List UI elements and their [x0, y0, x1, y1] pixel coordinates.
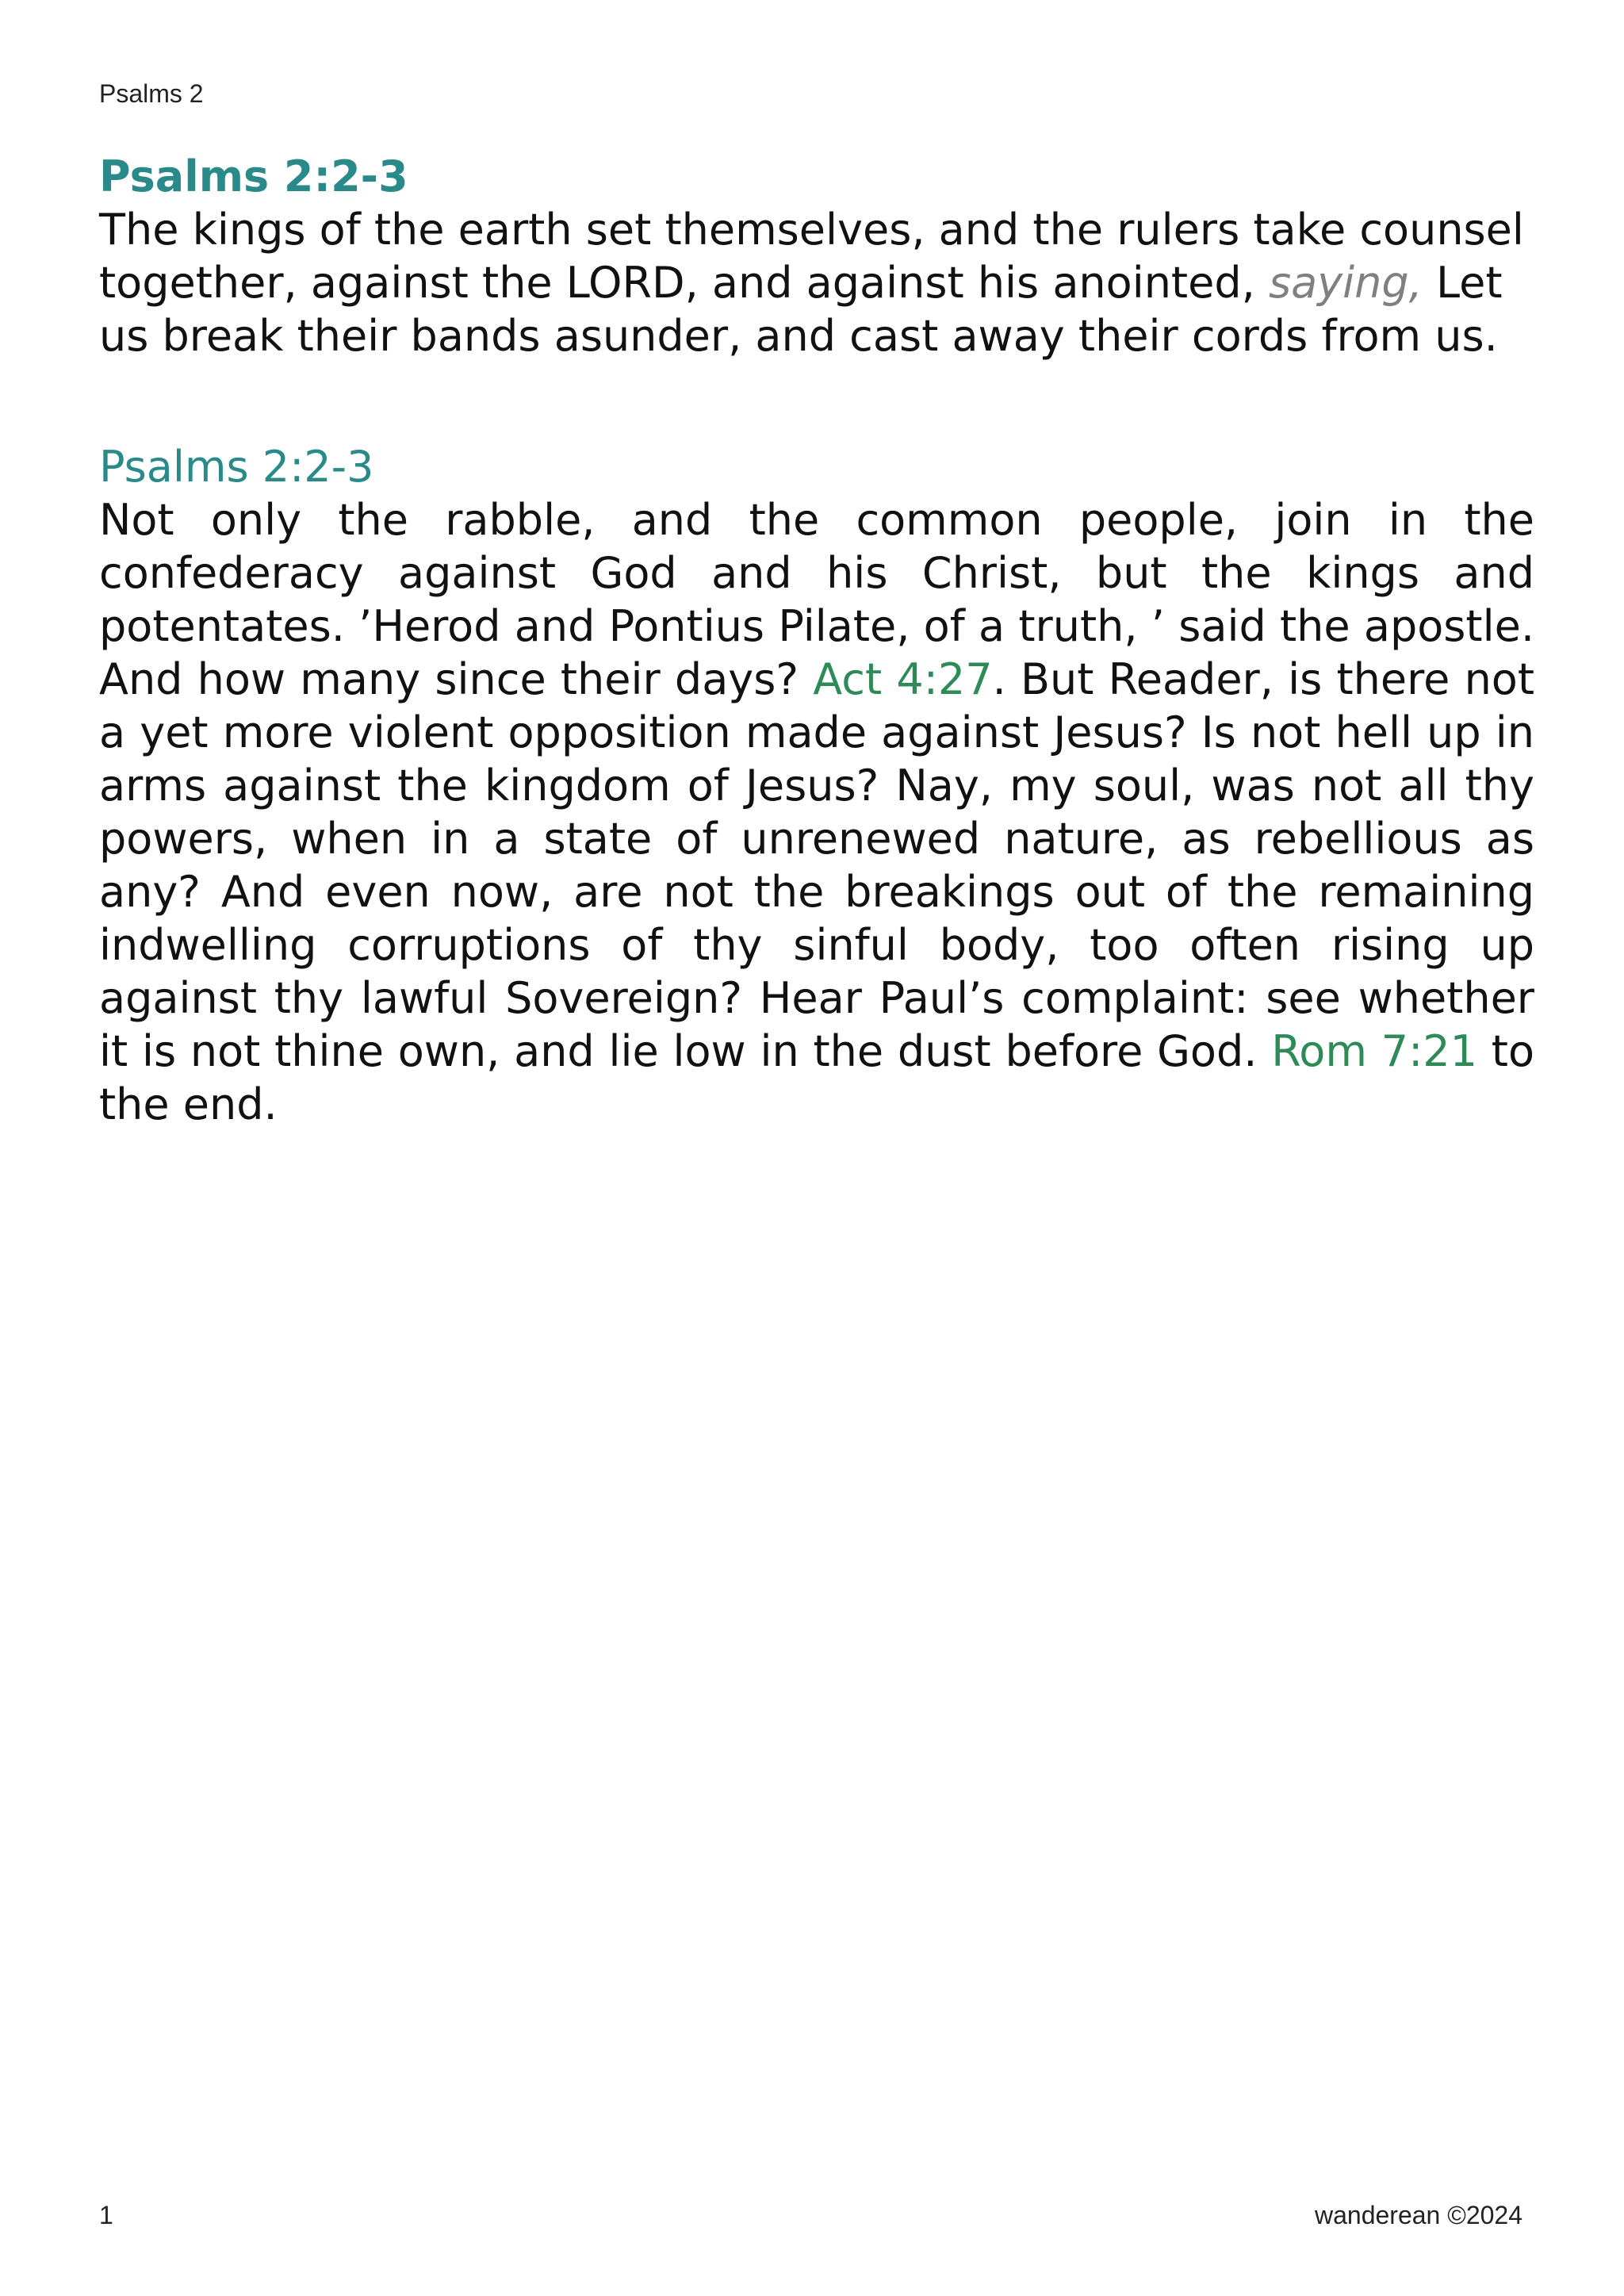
verse-text-after: Let us break their bands asunder, and cast away their cords from us. [99, 258, 1503, 361]
verse-reference-heading: Psalms 2:2-3 [99, 151, 408, 201]
running-title: Psalms 2 [99, 79, 204, 108]
cross-reference-link-act[interactable]: Act 4:27 [813, 654, 993, 704]
commentary-part-3: to the end. [99, 1026, 1534, 1129]
cross-reference-link-rom[interactable]: Rom 7:21 [1271, 1026, 1477, 1076]
page-content [99, 151, 1534, 1131]
commentary-part-2: . But Reader, is there not a yet more violent opposition made against Jesus? Is not hell up in arms against the kingdom of Jesus? Nay, my soul, was not all thy powers, when in a state of unrenewed nature, as rebellious as any? And even now, are not the breakings out of the remaining indwelling corruptions of thy sinful body, too often rising up against thy lawful Sovereign? Hear Paul’s complaint: see whether it is not thine own, and lie low in the dust before God. [99, 654, 1535, 1076]
page-number: 1 [99, 2201, 113, 2229]
verse-text [99, 203, 1534, 362]
commentary-reference-heading: Psalms 2:2-3 [99, 442, 374, 492]
verse-text-before: The kings of the earth set themselves, and the rulers take counsel together, against the LORD, and against his anointed, [99, 205, 1524, 308]
verse-added-word: saying, [1268, 258, 1423, 308]
copyright-notice: wanderean ©2024 [1315, 2201, 1522, 2229]
commentary-text [99, 493, 1534, 1131]
commentary-part-1: Not only the rabble, and the common people, join in the confederacy against God and his Christ, but the kings and potentates. ’Herod and Pontius Pilate, of a truth, ’ said the apostle. And how many since their days? [99, 495, 1534, 704]
